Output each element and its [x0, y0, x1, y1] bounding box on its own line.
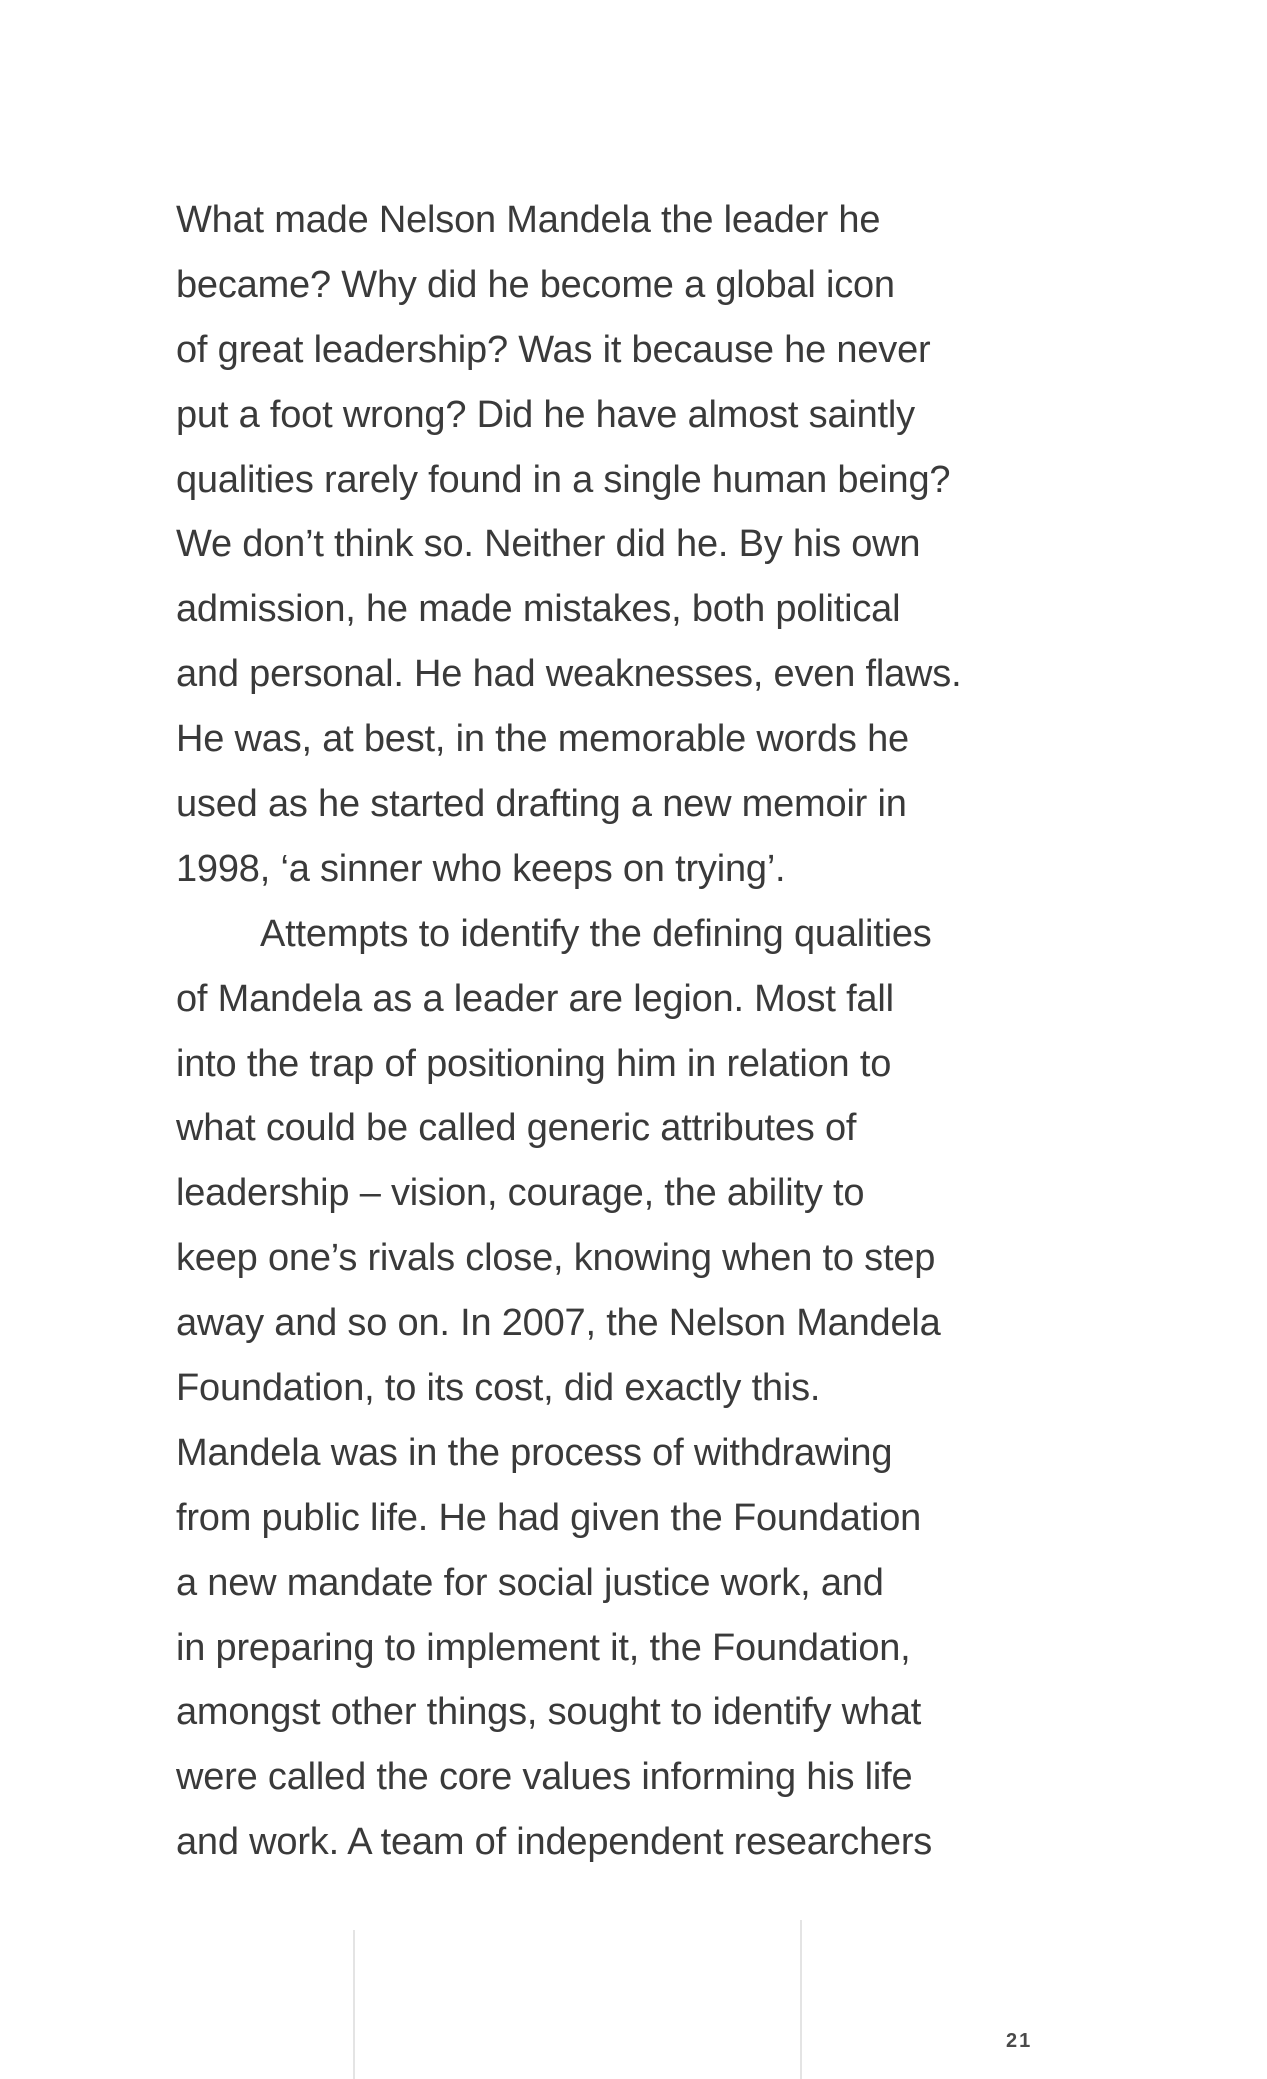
text-line: keep one’s rivals close, knowing when to step — [176, 1237, 936, 1280]
text-line: We don’t think so. Neither did he. By his own — [176, 523, 921, 566]
text-line: leadership – vision, courage, the ability to — [176, 1172, 865, 1215]
text-line: Foundation, to its cost, did exactly this. — [176, 1367, 821, 1410]
text-line: used as he started drafting a new memoir in — [176, 783, 907, 826]
text-line: admission, he made mistakes, both political — [176, 588, 901, 631]
text-line: put a foot wrong? Did he have almost saintly — [176, 393, 915, 436]
body-text — [176, 188, 1076, 1875]
text-line: what could be called generic attributes of — [176, 1107, 857, 1150]
text-line: a new mandate for social justice work, and — [176, 1561, 884, 1604]
text-line: became? Why did he become a global icon — [176, 263, 895, 306]
text-line: of Mandela as a leader are legion. Most fall — [176, 977, 894, 1020]
text-line: were called the core values informing his life — [176, 1756, 913, 1799]
text-line: What made Nelson Mandela the leader he — [176, 199, 881, 241]
text-line: away and so on. In 2007, the Nelson Mandela — [176, 1302, 941, 1345]
scan-artifact-line — [800, 1920, 802, 2079]
paragraph-1 — [176, 188, 1076, 902]
text-line: from public life. He had given the Foundation — [176, 1496, 922, 1539]
scan-artifact-line — [353, 1930, 355, 2079]
text-line: amongst other things, sought to identify what — [176, 1691, 922, 1734]
text-line-indented: Attempts to identify the defining qualities — [260, 912, 932, 955]
paragraph-2 — [176, 902, 1076, 1875]
text-line: and work. A team of independent researchers — [176, 1821, 933, 1864]
text-line: in preparing to implement it, the Foundation, — [176, 1626, 911, 1669]
text-line: and personal. He had weaknesses, even flaws. — [176, 653, 962, 696]
text-line: into the trap of positioning him in relation to — [176, 1042, 892, 1085]
text-line: Mandela was in the process of withdrawing — [176, 1431, 893, 1474]
text-line: 1998, ‘a sinner who keeps on trying’. — [176, 847, 786, 890]
page-number: 21 — [1006, 2030, 1033, 2052]
text-line: of great leadership? Was it because he never — [176, 328, 931, 371]
text-line: qualities rarely found in a single human being? — [176, 458, 951, 501]
text-line: He was, at best, in the memorable words he — [176, 718, 909, 761]
